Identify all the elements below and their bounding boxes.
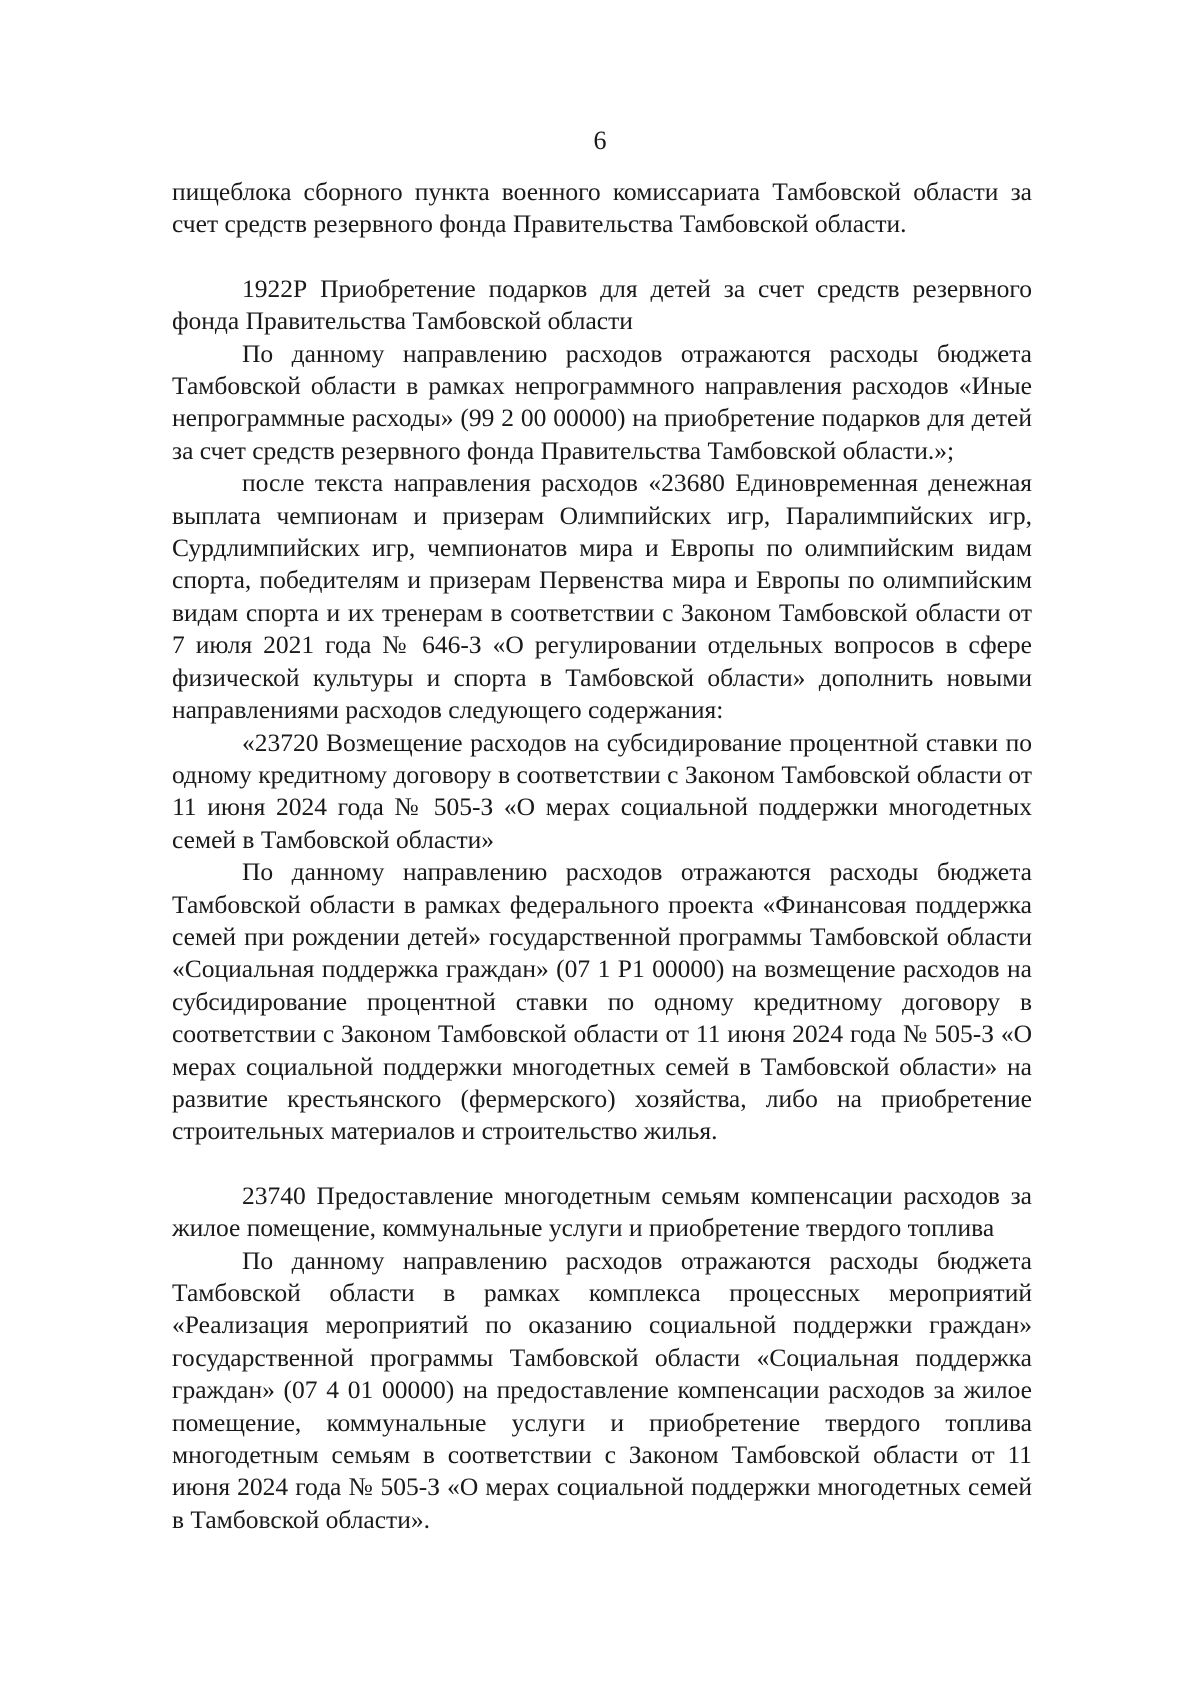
heading-23740: 23740 Предоставление многодетным семьям компенсации расходов за жилое помещение, коммунальные услуги и приобретение твердого топлива: [172, 1180, 1032, 1243]
page-number: 6: [593, 126, 607, 155]
paragraph-continuation: пищеблока сборного пункта военного комиссариата Тамбовской области за счет средств резервного фонда Правительства Тамбовской области.: [172, 177, 1032, 239]
paragraph-23740-description: По данному направлению расходов отражаются расходы бюджета Тамбовской области в рамках комплекса процессных мероприятий «Реализация мероприятий по оказанию социальной поддержки граждан» государственной программы Тамбовской области «Социальная поддержка граждан» (07 4 01 00000) на предоставление компенсации расходов за жилое помещение, коммунальные услуги и приобретение твердого топлива многодетным семьям в соответствии с Законом Тамбовской области от 11 июня 2024 года № 505-З «О мерах социальной поддержки многодетных семей в Тамбовской области».: [172, 1245, 1032, 1534]
paragraph-after-23680: после текста направления расходов «23680 Единовременная денежная выплата чемпионам и призерам Олимпийских игр, Паралимпийских игр, Сурдлимпийских игр, чемпионатов мира и Европы по олимпийским видам спорта, победителям и призерам Первенства мира и Европы по олимпийским видам спорта и их тренерам в соответствии с Законом Тамбовской области от 7 июля 2021 года № 646-З «О регулировании отдельных вопросов в сфере физической культуры и спорта в Тамбовской области» дополнить новыми направлениями расходов следующего содержания:: [172, 468, 1032, 725]
heading-1922r: 1922Р Приобретение подарков для детей за счет средств резервного фонда Правительства Тамбовской области: [172, 273, 1032, 336]
paragraph-23720-description: По данному направлению расходов отражаются расходы бюджета Тамбовской области в рамках федерального проекта «Финансовая поддержка семей при рождении детей» государственной программы Тамбовской области «Социальная поддержка граждан» (07 1 Р1 00000) на возмещение расходов на субсидирование процентной ставки по одному кредитному договору в соответствии с Законом Тамбовской области от 11 июня 2024 года № 505-З «О мерах социальной поддержки многодетных семей в Тамбовской области» на развитие крестьянского (фермерского) хозяйства, либо на приобретение строительных материалов и строительство жилья.: [172, 857, 1032, 1146]
heading-23720: «23720 Возмещение расходов на субсидирование процентной ставки по одному кредитному договору в соответствии с Законом Тамбовской области от 11 июня 2024 года № 505-З «О мерах социальной поддержки многодетных семей в Тамбовской области»: [172, 727, 1032, 854]
paragraph-1922r-description: По данному направлению расходов отражаются расходы бюджета Тамбовской области в рамках непрограммного направления расходов «Иные непрограммные расходы» (99 2 00 00000) на приобретение подарков для детей за счет средств резервного фонда Правительства Тамбовской области.»;: [172, 338, 1032, 465]
document-body: [172, 176, 1032, 1536]
